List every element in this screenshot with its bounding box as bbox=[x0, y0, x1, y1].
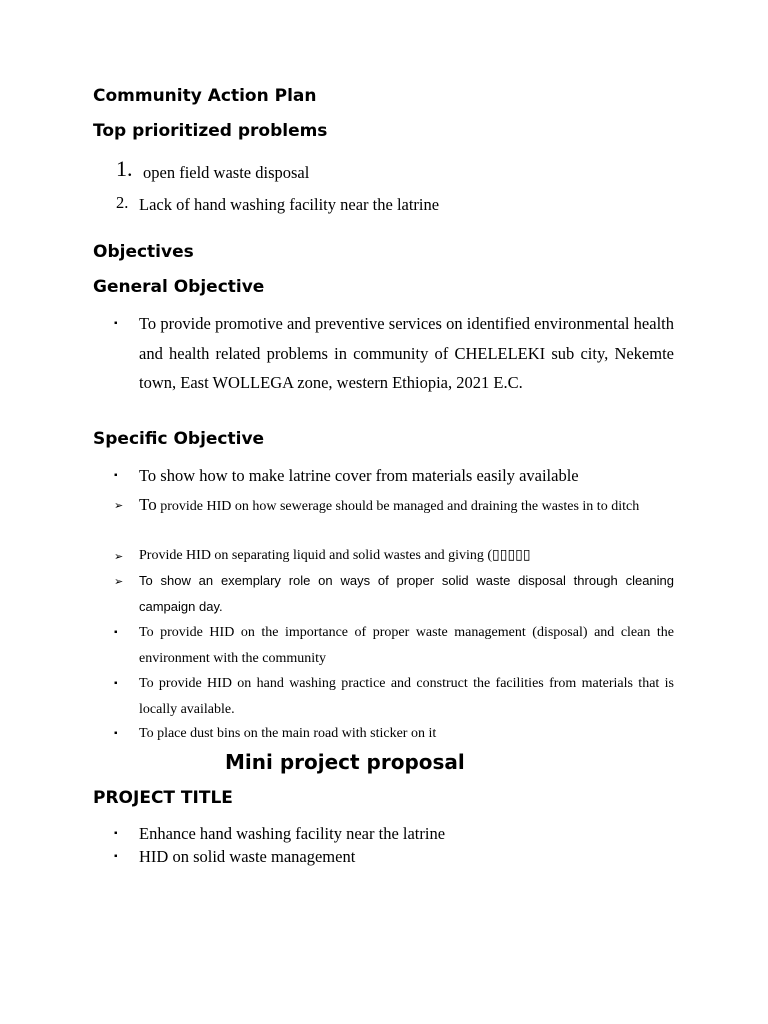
general-objective-heading: General Objective bbox=[93, 277, 265, 297]
list-item: Enhance hand washing facility near the latrine bbox=[139, 824, 446, 843]
list-item: To show how to make latrine cover from materials easily available bbox=[139, 466, 579, 485]
mini-project-heading: Mini project proposal bbox=[225, 750, 465, 774]
square-bullet-icon: ▪ bbox=[114, 470, 118, 481]
arrow-bullet-icon: ➢ bbox=[114, 575, 124, 588]
list-item: HID on solid waste management bbox=[139, 847, 356, 866]
list-item: To provide HID on hand washing practice and construct the facilities from materials that is locally available. bbox=[139, 676, 674, 717]
objectives-heading: Objectives bbox=[93, 242, 194, 262]
square-bullet-icon: ▪ bbox=[114, 851, 118, 862]
list-item: To provide HID on the importance of proper waste management (disposal) and clean the environment with the community bbox=[139, 625, 674, 666]
square-bullet-icon: ▪ bbox=[114, 728, 118, 739]
list-item: Provide HID on separating liquid and solid wastes and giving (▯▯▯▯▯ bbox=[139, 548, 531, 563]
square-bullet-icon: ▪ bbox=[114, 627, 118, 638]
problems-heading: Top prioritized problems bbox=[93, 121, 328, 141]
general-objective-text: To provide promotive and preventive services on identified environmental health and health related problems in community of CHELELEKI sub city, Nekemte town, East WOLLEGA zone, western Ethiopia, 2021 E.C. bbox=[139, 314, 674, 392]
problem-item: open field waste disposal bbox=[143, 163, 310, 182]
list-item: To provide HID on how sewerage should be managed and draining the wastes in to ditch bbox=[139, 495, 640, 514]
specific-objective-heading: Specific Objective bbox=[93, 429, 265, 449]
list-item: To place dust bins on the main road with sticker on it bbox=[139, 726, 437, 741]
problem-item: Lack of hand washing facility near the latrine bbox=[139, 195, 440, 214]
list-item: To show an exemplary role on ways of proper solid waste disposal through cleaning campaign day. bbox=[139, 573, 674, 614]
doc-title: Community Action Plan bbox=[93, 86, 317, 106]
problem-number: 1. bbox=[116, 156, 133, 181]
problem-number: 2. bbox=[116, 193, 129, 212]
square-bullet-icon: ▪ bbox=[114, 678, 118, 689]
arrow-bullet-icon: ➢ bbox=[114, 499, 124, 512]
square-bullet-icon: ▪ bbox=[114, 828, 118, 839]
square-bullet-icon: ▪ bbox=[114, 318, 118, 329]
arrow-bullet-icon: ➢ bbox=[114, 550, 124, 563]
project-title-heading: PROJECT TITLE bbox=[93, 788, 233, 808]
